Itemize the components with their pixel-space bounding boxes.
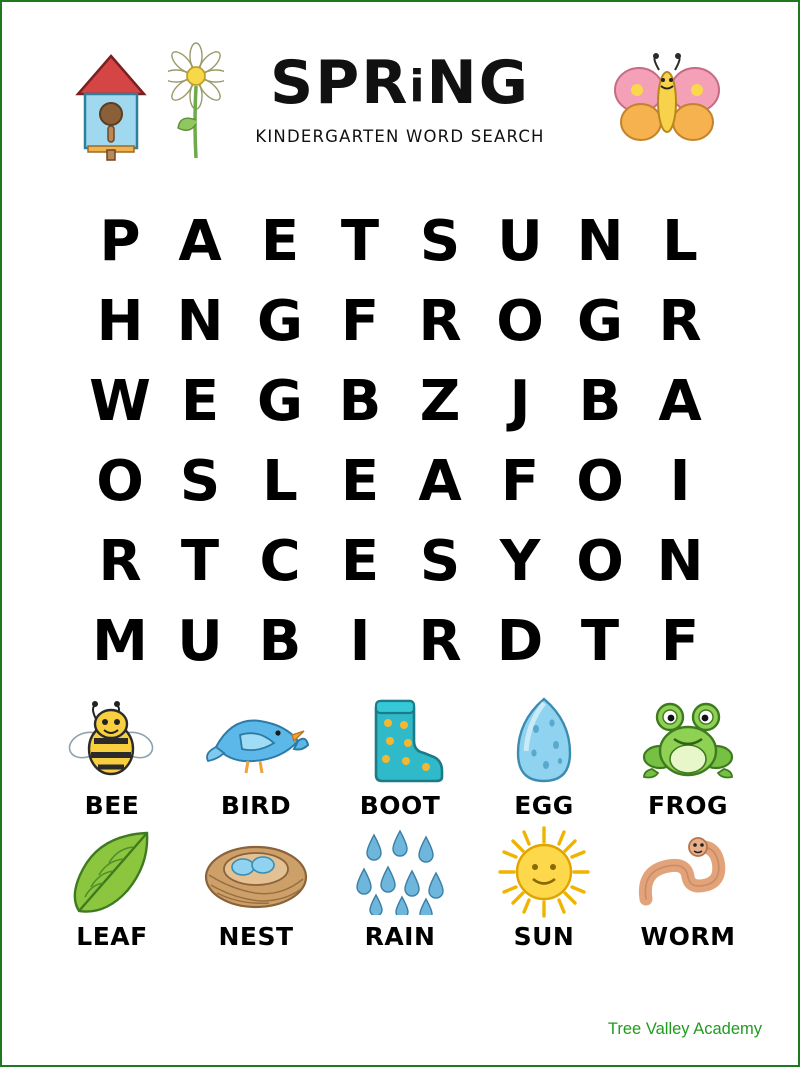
grid-cell: F — [500, 449, 540, 514]
grid-cell: S — [419, 529, 461, 594]
header-art-right — [611, 50, 723, 155]
grid-cell: L — [662, 209, 698, 274]
grid-cell: P — [99, 209, 141, 274]
grid-cell: E — [340, 449, 380, 514]
grid-cell: T — [180, 529, 220, 594]
word-label: RAIN — [364, 922, 436, 951]
title-block — [255, 48, 545, 146]
grid-cell: O — [496, 289, 544, 354]
grid-cell: G — [257, 369, 303, 434]
footer-credit: Tree Valley Academy — [607, 1020, 762, 1038]
grid-cell: R — [418, 289, 462, 354]
grid-cell: R — [98, 529, 142, 594]
grid-cell: T — [580, 609, 620, 674]
leaf-icon — [65, 826, 159, 918]
grid-cell: U — [177, 609, 223, 674]
grid-cell: E — [340, 529, 380, 594]
grid-cell: Y — [499, 529, 541, 594]
grid-cell: B — [578, 369, 622, 434]
grid-cell: L — [262, 449, 298, 514]
word-label: FROG — [647, 791, 729, 820]
word-item-rain — [328, 826, 472, 951]
word-item-sun — [472, 826, 616, 951]
grid-cell: B — [338, 369, 382, 434]
word-label: SUN — [513, 922, 575, 951]
worm-icon — [636, 826, 740, 918]
word-item-leaf — [40, 826, 184, 951]
word-label: NEST — [218, 922, 294, 951]
grid-cell: G — [577, 289, 623, 354]
grid-cell: O — [576, 449, 624, 514]
word-label: EGG — [514, 791, 574, 820]
bird-icon — [202, 695, 310, 787]
word-item-frog — [616, 695, 760, 820]
grid-cell: E — [180, 369, 220, 434]
sun-icon — [498, 826, 590, 918]
bee-icon — [66, 695, 158, 787]
page-subtitle: KINDERGARTEN WORD SEARCH — [255, 127, 545, 146]
grid-cell: S — [419, 209, 461, 274]
grid-cell: U — [497, 209, 543, 274]
word-search-grid — [80, 205, 720, 679]
grid-cell: J — [509, 369, 531, 434]
worksheet-header — [2, 2, 798, 187]
word-item-worm — [616, 826, 760, 951]
grid-cell: N — [656, 529, 704, 594]
grid-cell: G — [257, 289, 303, 354]
grid-cell: N — [176, 289, 224, 354]
grid-cell: F — [340, 289, 380, 354]
word-item-bird — [184, 695, 328, 820]
grid-cell: H — [96, 289, 144, 354]
word-label: BEE — [84, 791, 140, 820]
word-list — [40, 695, 760, 951]
grid-cell: A — [658, 369, 702, 434]
butterfly-icon — [611, 50, 723, 150]
word-label: BIRD — [220, 791, 292, 820]
grid-cell: N — [576, 209, 624, 274]
grid-cell: O — [576, 529, 624, 594]
word-label: WORM — [640, 922, 736, 951]
grid-cell: A — [418, 449, 462, 514]
grid-cell: S — [179, 449, 221, 514]
grid-cell: A — [178, 209, 222, 274]
grid-cell: W — [89, 369, 151, 434]
nest-icon — [201, 826, 311, 918]
grid-cell: T — [340, 209, 380, 274]
rain-boot-icon — [352, 695, 448, 787]
grid-cell: E — [260, 209, 300, 274]
word-label: BOOT — [359, 791, 441, 820]
word-label: LEAF — [76, 922, 148, 951]
word-item-bee — [40, 695, 184, 820]
grid-cell: I — [669, 449, 691, 514]
word-list-row-1 — [40, 695, 760, 820]
grid-cell: I — [349, 609, 371, 674]
grid-cell: B — [258, 609, 302, 674]
birdhouse-icon — [72, 50, 150, 162]
egg-icon — [506, 695, 582, 787]
word-item-nest — [184, 826, 328, 951]
grid-cell: M — [92, 609, 148, 674]
grid-cell: O — [96, 449, 144, 514]
grid-cell: R — [658, 289, 702, 354]
grid-cell: D — [496, 609, 544, 674]
grid-cell: F — [660, 609, 700, 674]
word-list-row-2 — [40, 826, 760, 951]
grid-cell: C — [259, 529, 301, 594]
word-item-boot — [328, 695, 472, 820]
frog-icon — [638, 695, 738, 787]
word-item-egg — [472, 695, 616, 820]
raindrops-icon — [352, 826, 448, 918]
daisy-flower-icon — [168, 42, 224, 162]
header-art-left — [72, 42, 224, 162]
page-title: SPRiNG — [270, 48, 530, 118]
grid-cell: R — [418, 609, 462, 674]
grid-cell: Z — [419, 369, 461, 434]
